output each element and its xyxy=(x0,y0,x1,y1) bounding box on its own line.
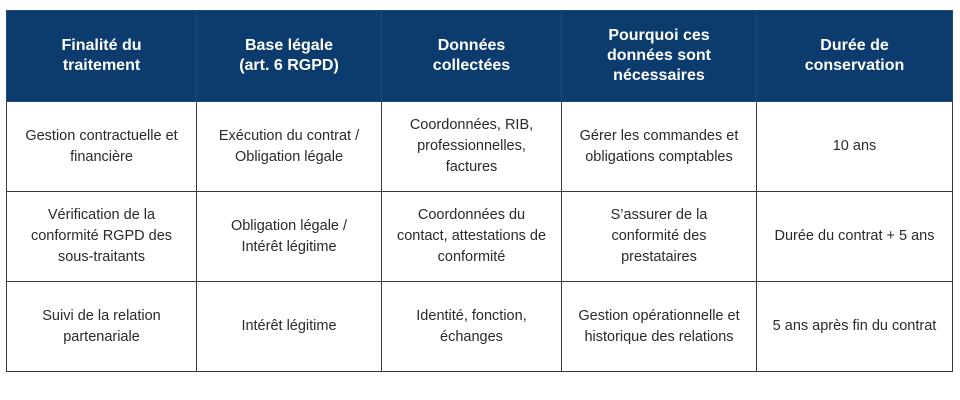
cell-text: Exécution du contrat / Obligation légale xyxy=(218,127,360,165)
header-label: Durée de conservation xyxy=(804,37,905,74)
header-finalite xyxy=(7,11,197,102)
rgpd-processing-table xyxy=(6,10,953,372)
table-cell xyxy=(7,192,197,282)
table-cell xyxy=(562,192,757,282)
cell-text: Durée du contrat + 5 ans xyxy=(774,228,935,244)
header-pourquoi-necessaires xyxy=(562,11,757,102)
table-cell xyxy=(197,102,382,192)
cell-text: Vérification de la conformité RGPD des sous-traitants xyxy=(30,207,173,265)
cell-text: Coordonnées, RIB, professionnelles, factures xyxy=(409,117,534,175)
cell-text: Suivi de la relation partenariale xyxy=(42,307,161,345)
cell-text: Gestion opérationnelle et historique des relations xyxy=(578,307,740,345)
table-cell xyxy=(197,192,382,282)
header-label: Base légale (art. 6 RGPD) xyxy=(239,37,339,74)
cell-text: 5 ans après fin du contrat xyxy=(772,318,937,334)
table-cell xyxy=(757,192,953,282)
table-cell xyxy=(757,282,953,372)
cell-text: Obligation légale / Intérêt légitime xyxy=(230,217,348,255)
table-cell xyxy=(382,192,562,282)
table-cell xyxy=(382,102,562,192)
table-row xyxy=(7,102,953,192)
header-label: Finalité du traitement xyxy=(61,37,142,74)
table-cell xyxy=(7,282,197,372)
table-header-row xyxy=(7,11,953,102)
table-cell xyxy=(562,102,757,192)
table-cell xyxy=(382,282,562,372)
table-row xyxy=(7,282,953,372)
header-donnees-collectees xyxy=(382,11,562,102)
table-cell xyxy=(562,282,757,372)
header-label: Pourquoi ces données sont nécessaires xyxy=(606,27,711,84)
table-cell xyxy=(757,102,953,192)
table-row xyxy=(7,192,953,282)
cell-text: Gestion contractuelle et financière xyxy=(25,127,178,165)
header-duree-conservation xyxy=(757,11,953,102)
rgpd-processing-table-container xyxy=(6,10,952,372)
cell-text: 10 ans xyxy=(832,138,877,154)
table-cell xyxy=(7,102,197,192)
cell-text: Coordonnées du contact, attestations de conformité xyxy=(396,207,547,265)
cell-text: Intérêt légitime xyxy=(241,318,337,334)
table-cell xyxy=(197,282,382,372)
cell-text: S’assurer de la conformité des prestataires xyxy=(610,207,708,265)
cell-text: Identité, fonction, échanges xyxy=(416,307,527,345)
header-label: Données collectées xyxy=(432,37,511,74)
header-base-legale xyxy=(197,11,382,102)
cell-text: Gérer les commandes et obligations comptables xyxy=(579,127,739,165)
